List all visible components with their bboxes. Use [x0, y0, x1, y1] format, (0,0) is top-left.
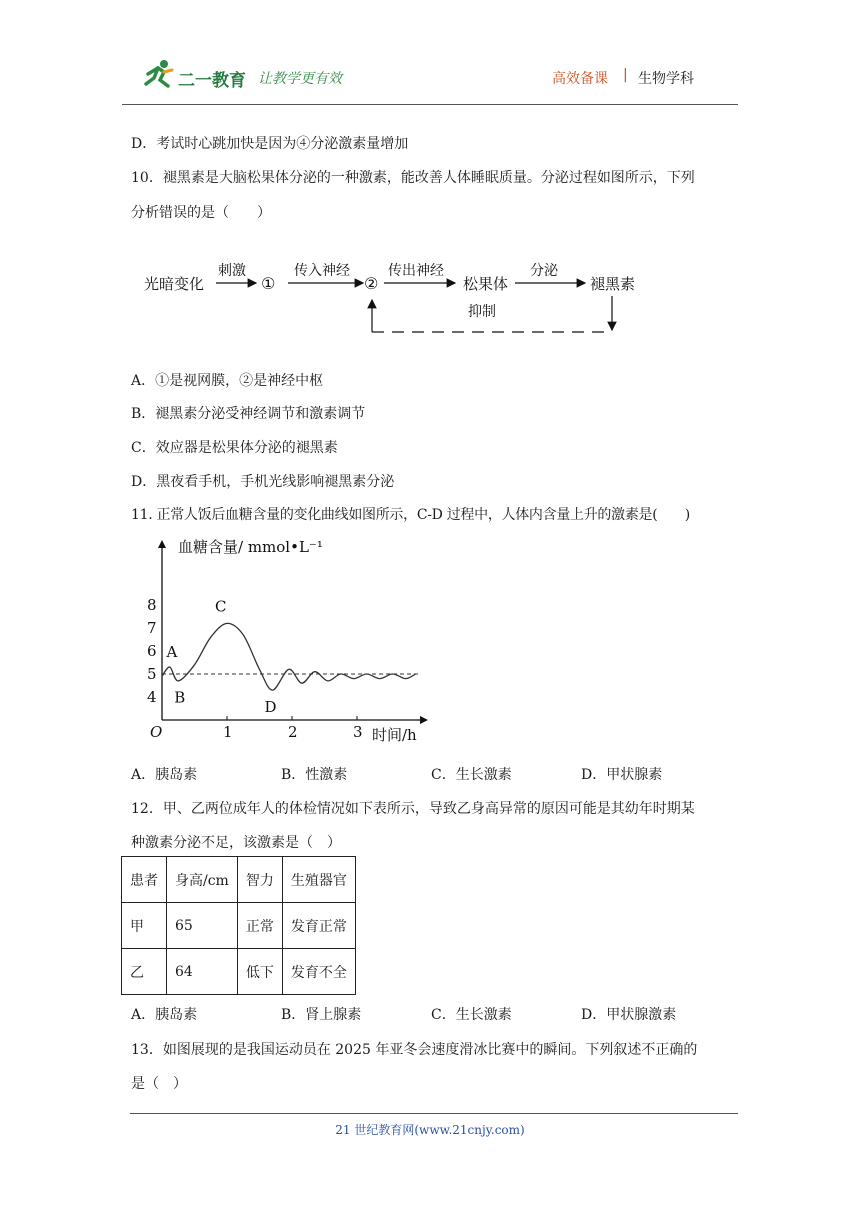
y-tick-label: 8 [147, 596, 157, 614]
node-1: ① [261, 274, 276, 293]
melatonin-flow-diagram [130, 250, 650, 350]
q10-stem-line2: 分析错误的是（ ） [131, 205, 271, 221]
q11-option-b: B．性激素 [281, 767, 348, 783]
label-inhibit: 抑制 [468, 304, 496, 320]
x-axis-arrow [420, 716, 428, 724]
footer-source: 21 世纪教育网(www.21cnjy.com) [335, 1123, 525, 1137]
table-cell: 发育正常 [282, 903, 355, 949]
point-label-a: A [166, 643, 178, 662]
q12-option-b: B．肾上腺素 [281, 1007, 362, 1023]
table-cell: 64 [167, 949, 238, 995]
q10-option-d: D．黑夜看手机，手机光线影响褪黑素分泌 [131, 474, 395, 490]
node-melatonin: 褪黑素 [590, 275, 636, 293]
table-header-cell: 智力 [237, 857, 282, 903]
point-label-c: C [215, 597, 227, 616]
footer-divider [130, 1113, 738, 1114]
node-2: ② [364, 274, 379, 293]
q10-option-b: B．褪黑素分泌受神经调节和激素调节 [131, 406, 366, 422]
q12-stem-line2: 种激素分泌不足，该激素是（ ） [131, 835, 341, 851]
q11-option-a: A．胰岛素 [131, 767, 198, 783]
table-cell: 甲 [122, 903, 167, 949]
y-tick-label: 4 [147, 688, 157, 706]
x-tick-label: 1 [223, 723, 233, 741]
q11-option-d: D．甲状腺素 [581, 767, 663, 783]
q9-option-d: D．考试时心跳加快是因为④分泌激素量增加 [131, 136, 409, 152]
q12-option-d: D．甲状腺激素 [581, 1007, 677, 1023]
table-header-cell: 身高/cm [167, 857, 238, 903]
table-cell: 低下 [237, 949, 282, 995]
q10-option-c: C．效应器是松果体分泌的褪黑素 [131, 440, 338, 456]
header [0, 0, 860, 104]
x-axis-label: 时间/h [372, 726, 417, 744]
node-pineal: 松果体 [463, 275, 509, 293]
table-row [122, 949, 356, 995]
q11-stem: 11. 正常人饭后血糖含量的变化曲线如图所示，C-D 过程中，人体内含量上升的激素是( ) [131, 507, 690, 523]
runner-logo-icon [142, 58, 176, 90]
label-stimulus: 刺激 [218, 263, 246, 279]
table-cell: 乙 [122, 949, 167, 995]
q13-stem-line2: 是（ ） [131, 1076, 187, 1092]
q11-option-c: C．生长激素 [431, 767, 512, 783]
logo-text: 二一教育 [178, 71, 246, 91]
q10-stem-line1: 10．褪黑素是大脑松果体分泌的一种激素，能改善人体睡眠质量。分泌过程如图所示，下列 [131, 170, 695, 186]
label-efferent: 传出神经 [388, 263, 444, 279]
table-header-cell: 患者 [122, 857, 167, 903]
x-tick-label: 2 [288, 723, 298, 741]
table-cell: 发育不全 [282, 949, 355, 995]
point-label-d: D [264, 698, 277, 717]
header-divider [122, 104, 738, 105]
x-tick-label: 3 [353, 723, 363, 741]
q10-option-a: A．①是视网膜，②是神经中枢 [131, 373, 324, 389]
q12-option-a: A．胰岛素 [131, 1007, 198, 1023]
node-light-change: 光暗变化 [144, 275, 205, 293]
origin-label: O [150, 723, 163, 741]
table-cell: 65 [167, 903, 238, 949]
label-secrete: 分泌 [530, 263, 558, 279]
header-slogan: 让教学更有效 [258, 71, 342, 87]
table-header-row [122, 857, 356, 903]
y-tick-label: 7 [147, 619, 157, 637]
y-axis-arrow [158, 540, 166, 548]
y-axis-label: 血糖含量/ mmol•L⁻¹ [178, 538, 323, 556]
table-header-cell: 生殖器官 [282, 857, 355, 903]
glucose-curve [162, 623, 416, 690]
q12-stem-line1: 12．甲、乙两位成年人的体检情况如下表所示，导致乙身高异常的原因可能是其幼年时期某 [131, 801, 695, 817]
point-label-b: B [174, 688, 186, 707]
table-row [122, 903, 356, 949]
q12-option-c: C．生长激素 [431, 1007, 512, 1023]
y-tick-label: 6 [147, 642, 157, 660]
q13-stem-line1: 13．如图展现的是我国运动员在 2025 年亚冬会速度滑冰比赛中的瞬间。下列叙述不正确的 [131, 1042, 698, 1058]
header-category: 高效备课 [552, 71, 608, 87]
blood-glucose-chart [140, 530, 440, 752]
y-tick-label: 5 [147, 665, 157, 683]
header-subject: 生物学科 [638, 71, 694, 87]
checkup-table [121, 856, 356, 995]
label-afferent: 传入神经 [294, 263, 350, 279]
table-cell: 正常 [237, 903, 282, 949]
header-separator: | [623, 67, 628, 83]
